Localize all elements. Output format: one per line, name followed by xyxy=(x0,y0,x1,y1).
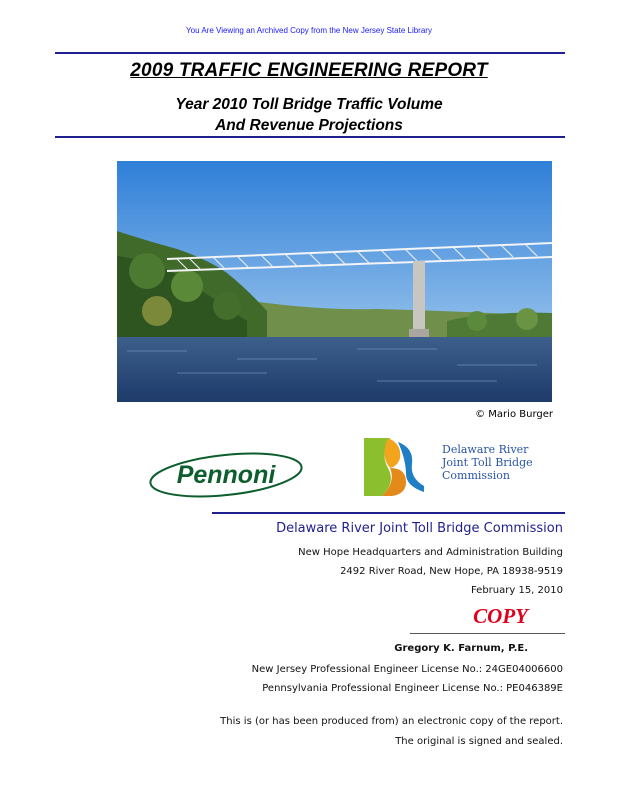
copy-rule xyxy=(410,633,565,634)
drjtbc-line-1: Delaware River xyxy=(442,443,529,456)
bridge-photo-illustration xyxy=(117,161,552,402)
copy-stamp: COPY xyxy=(473,604,528,628)
title-rule xyxy=(55,136,565,138)
nj-license: New Jersey Professional Engineer License No.: 24GE04006600 xyxy=(251,664,563,675)
pennoni-logo-text: Pennoni xyxy=(176,461,276,489)
report-title: 2009 TRAFFIC ENGINEERING REPORT xyxy=(130,60,488,81)
photo-credit: © Mario Burger xyxy=(475,409,553,420)
report-date: February 15, 2010 xyxy=(470,585,563,596)
client-building: New Hope Headquarters and Administration Building xyxy=(298,547,563,558)
subtitle-line-2: And Revenue Projections xyxy=(215,117,403,134)
subtitle-line-1: Year 2010 Toll Bridge Traffic Volume xyxy=(175,96,443,113)
archive-notice: You Are Viewing an Archived Copy from the New Jersey State Library xyxy=(186,26,432,35)
client-address: 2492 River Road, New Hope, PA 18938-9519 xyxy=(340,566,563,577)
pa-license: Pennsylvania Professional Engineer License No.: PE046389E xyxy=(262,683,563,694)
pennoni-logo-mark xyxy=(147,452,305,498)
client-rule xyxy=(212,512,565,514)
drjtbc-line-3: Commission xyxy=(442,469,510,482)
client-name: Delaware River Joint Toll Bridge Commission xyxy=(276,521,563,536)
bridge-photo xyxy=(117,161,552,402)
pennoni-logo xyxy=(147,452,305,498)
signed-sealed-notice: The original is signed and sealed. xyxy=(395,736,563,747)
drjtbc-wordmark xyxy=(442,443,552,482)
engineer-name: Gregory K. Farnum, P.E. xyxy=(394,643,528,654)
drjtbc-line-2: Joint Toll Bridge xyxy=(442,456,533,469)
top-rule xyxy=(55,52,565,54)
report-subtitle xyxy=(0,94,618,136)
electronic-copy-notice: This is (or has been produced from) an electronic copy of the report. xyxy=(220,716,563,727)
drjtbc-logo-mark xyxy=(362,434,442,500)
